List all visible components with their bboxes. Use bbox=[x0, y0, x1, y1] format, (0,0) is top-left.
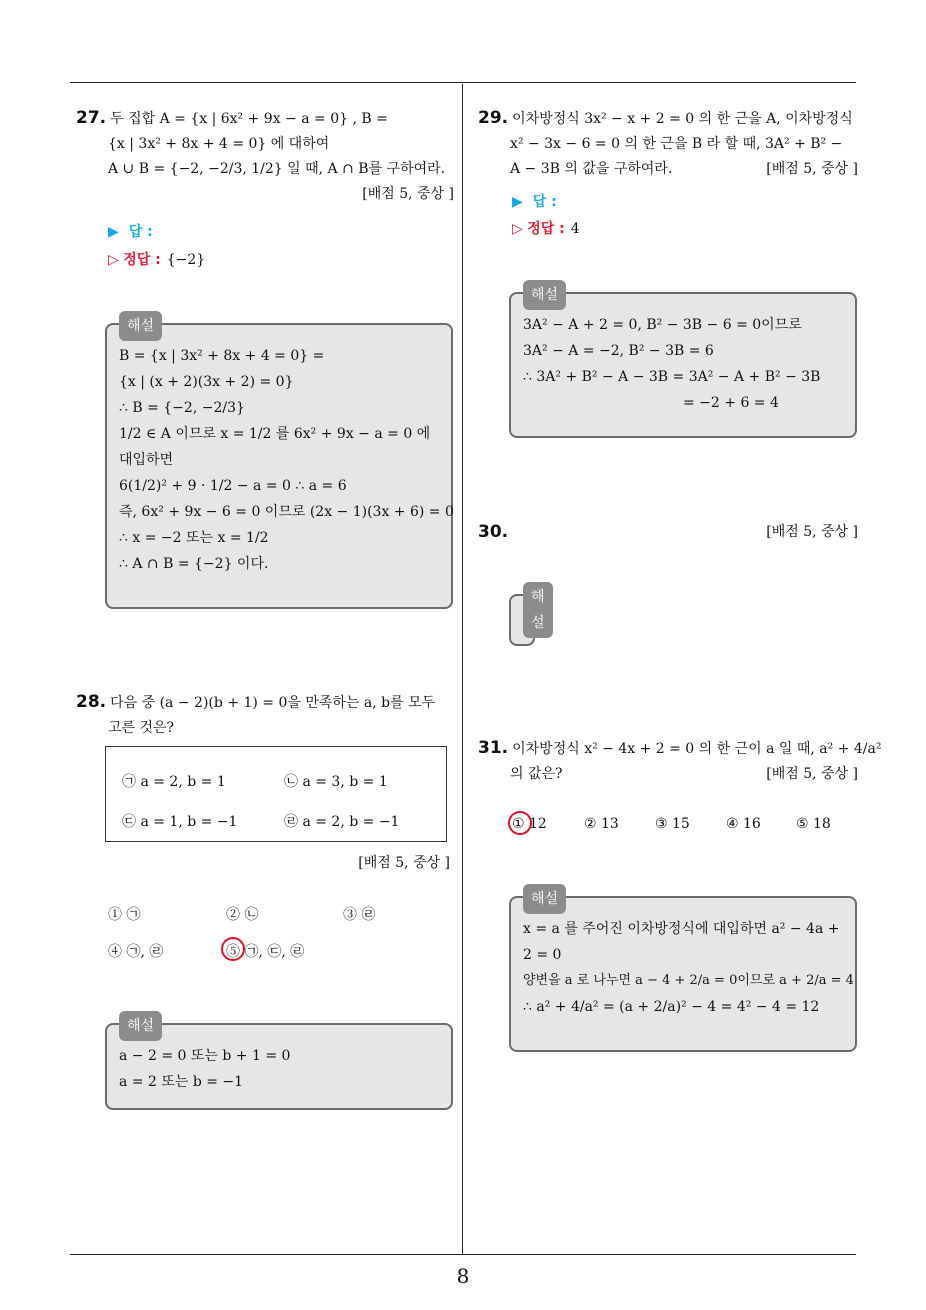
option-5[interactable]: ⑤ 18 bbox=[796, 816, 831, 832]
option-3[interactable]: ③ ㉣ bbox=[343, 907, 376, 923]
explanation-line: 대입하면 bbox=[119, 452, 174, 468]
play-icon: ▶ bbox=[512, 194, 523, 210]
explanation-box bbox=[509, 891, 857, 1052]
selected-mark-icon bbox=[508, 811, 532, 835]
correct-label: 정답 : bbox=[527, 221, 565, 237]
question-text-line: 이차방정식 3x² − x + 2 = 0 의 한 근을 A, 이차방정식 bbox=[512, 111, 853, 127]
question-27 bbox=[76, 106, 454, 207]
question-30 bbox=[478, 520, 858, 546]
score-label: [배점 5, 중상 ] bbox=[766, 766, 858, 782]
option-4[interactable]: ④ 16 bbox=[726, 816, 761, 832]
question-text-line: 두 집합 A = {x | 6x² + 9x − a = 0} , B = bbox=[110, 111, 388, 127]
answer-label: 답 : bbox=[532, 194, 557, 210]
column-divider bbox=[462, 84, 463, 1254]
play-icon: ▶ bbox=[108, 224, 119, 240]
explanation-line: {x | (x + 2)(3x + 2) = 0} bbox=[119, 374, 294, 390]
outline-triangle-icon: ▷ bbox=[108, 252, 119, 268]
page-number: 8 bbox=[456, 1264, 470, 1288]
condition-item: ㉣ a = 2, b = −1 bbox=[284, 814, 400, 830]
question-text-line: 다음 중 (a − 2)(b + 1) = 0을 만족하는 a, b를 모두 bbox=[110, 695, 436, 711]
bottom-rule bbox=[70, 1254, 856, 1255]
correct-value: {−2} bbox=[166, 252, 206, 268]
correct-value: 4 bbox=[570, 221, 580, 237]
explanation-tag: 해설 bbox=[523, 582, 553, 638]
option-1[interactable]: ① ㉠ bbox=[108, 907, 141, 923]
explanation-line: ∴ B = {−2, −2/3} bbox=[119, 400, 245, 416]
explanation-tag: 해설 bbox=[119, 1011, 162, 1041]
explanation-line: ∴ a² + 4/a² = (a + 2/a)² − 4 = 4² − 4 = 12 bbox=[523, 999, 820, 1015]
condition-box bbox=[105, 746, 447, 842]
question-text-line: 고른 것은? bbox=[108, 720, 175, 736]
explanation-line: 3A² − A = −2, B² − 3B = 6 bbox=[523, 343, 714, 359]
explanation-line: a − 2 = 0 또는 b + 1 = 0 bbox=[119, 1048, 291, 1064]
question-text-line: 이차방정식 x² − 4x + 2 = 0 의 한 근이 a 일 때, a² + 4/a² bbox=[512, 741, 882, 757]
question-number: 31. bbox=[478, 738, 509, 758]
correct-label: 정답 : bbox=[123, 252, 161, 268]
question-28 bbox=[76, 690, 454, 741]
correct-answer-row bbox=[108, 249, 205, 269]
question-text-line: x² − 3x − 6 = 0 의 한 근을 B 라 할 때, 3A² + B² − bbox=[510, 136, 843, 152]
option-2[interactable]: ② ㉡ bbox=[226, 907, 259, 923]
question-number: 29. bbox=[478, 108, 509, 128]
explanation-line: ∴ 3A² + B² − A − 3B = 3A² − A + B² − 3B bbox=[523, 369, 821, 385]
option-5[interactable]: ⑤ ㉠, ㉢, ㉣ bbox=[226, 944, 305, 960]
explanation-line: ∴ A ∩ B = {−2} 이다. bbox=[119, 556, 269, 572]
explanation-tag: 해설 bbox=[119, 311, 162, 341]
option-4[interactable]: ④ ㉠, ㉣ bbox=[108, 944, 164, 960]
explanation-line: a = 2 또는 b = −1 bbox=[119, 1074, 244, 1090]
condition-item: ㉡ a = 3, b = 1 bbox=[284, 774, 388, 790]
option-3[interactable]: ③ 15 bbox=[655, 816, 690, 832]
answer-row[interactable] bbox=[512, 191, 557, 211]
explanation-line: 6(1/2)² + 9 · 1/2 − a = 0 ∴ a = 6 bbox=[119, 478, 347, 494]
option-1[interactable]: ① 12 bbox=[512, 816, 547, 832]
explanation-line: 1/2 ∈ A 이므로 x = 1/2 를 6x² + 9x − a = 0 에 bbox=[119, 426, 431, 442]
score-label: [배점 5, 중상 ] bbox=[766, 524, 858, 540]
top-rule bbox=[70, 82, 856, 83]
explanation-box bbox=[509, 589, 545, 646]
explanation-line: 3A² − A + 2 = 0, B² − 3B − 6 = 0이므로 bbox=[523, 317, 802, 333]
selected-mark-icon bbox=[221, 937, 245, 961]
explanation-line: x = a 를 주어진 이차방정식에 대입하면 a² − 4a + bbox=[523, 921, 840, 937]
answer-row[interactable] bbox=[108, 221, 153, 241]
condition-item: ㉢ a = 1, b = −1 bbox=[122, 814, 238, 830]
explanation-box bbox=[105, 318, 454, 609]
explanation-line: 즉, 6x² + 9x − 6 = 0 이므로 (2x − 1)(3x + 6) = 0 bbox=[119, 504, 454, 520]
outline-triangle-icon: ▷ bbox=[512, 221, 523, 237]
question-text-line: A − 3B 의 값을 구하여라. bbox=[510, 161, 673, 177]
explanation-line: 양변을 a 로 나누면 a − 4 + 2/a = 0이므로 a + 2/a = 4 bbox=[523, 973, 854, 988]
question-29 bbox=[478, 106, 858, 182]
explanation-line: ∴ x = −2 또는 x = 1/2 bbox=[119, 530, 269, 546]
explanation-tag: 해설 bbox=[523, 884, 566, 914]
explanation-line: = −2 + 6 = 4 bbox=[683, 395, 779, 411]
explanation-line: 2 = 0 bbox=[523, 947, 562, 963]
question-number: 30. bbox=[478, 522, 509, 542]
explanation-line: B = {x | 3x² + 8x + 4 = 0} = bbox=[119, 348, 325, 364]
score-label: [배점 5, 중상 ] bbox=[362, 186, 454, 202]
question-31 bbox=[478, 736, 882, 787]
explanation-tag: 해설 bbox=[523, 280, 566, 310]
score-label: [배점 5, 중상 ] bbox=[766, 161, 858, 177]
answer-label: 답 : bbox=[128, 224, 153, 240]
explanation-box bbox=[509, 287, 857, 438]
question-number: 27. bbox=[76, 108, 107, 128]
explanation-box bbox=[105, 1018, 453, 1110]
question-number: 28. bbox=[76, 692, 107, 712]
score-label: [배점 5, 중상 ] bbox=[358, 855, 450, 871]
correct-answer-row bbox=[512, 218, 580, 238]
condition-item: ㉠ a = 2, b = 1 bbox=[122, 774, 226, 790]
option-2[interactable]: ② 13 bbox=[584, 816, 619, 832]
question-text-line: 의 값은? bbox=[510, 766, 563, 782]
question-text-line: {x | 3x² + 8x + 4 = 0} 에 대하여 bbox=[108, 136, 330, 152]
question-text-line: A ∪ B = {−2, −2/3, 1/2} 일 때, A ∩ B를 구하여라. bbox=[108, 161, 446, 177]
